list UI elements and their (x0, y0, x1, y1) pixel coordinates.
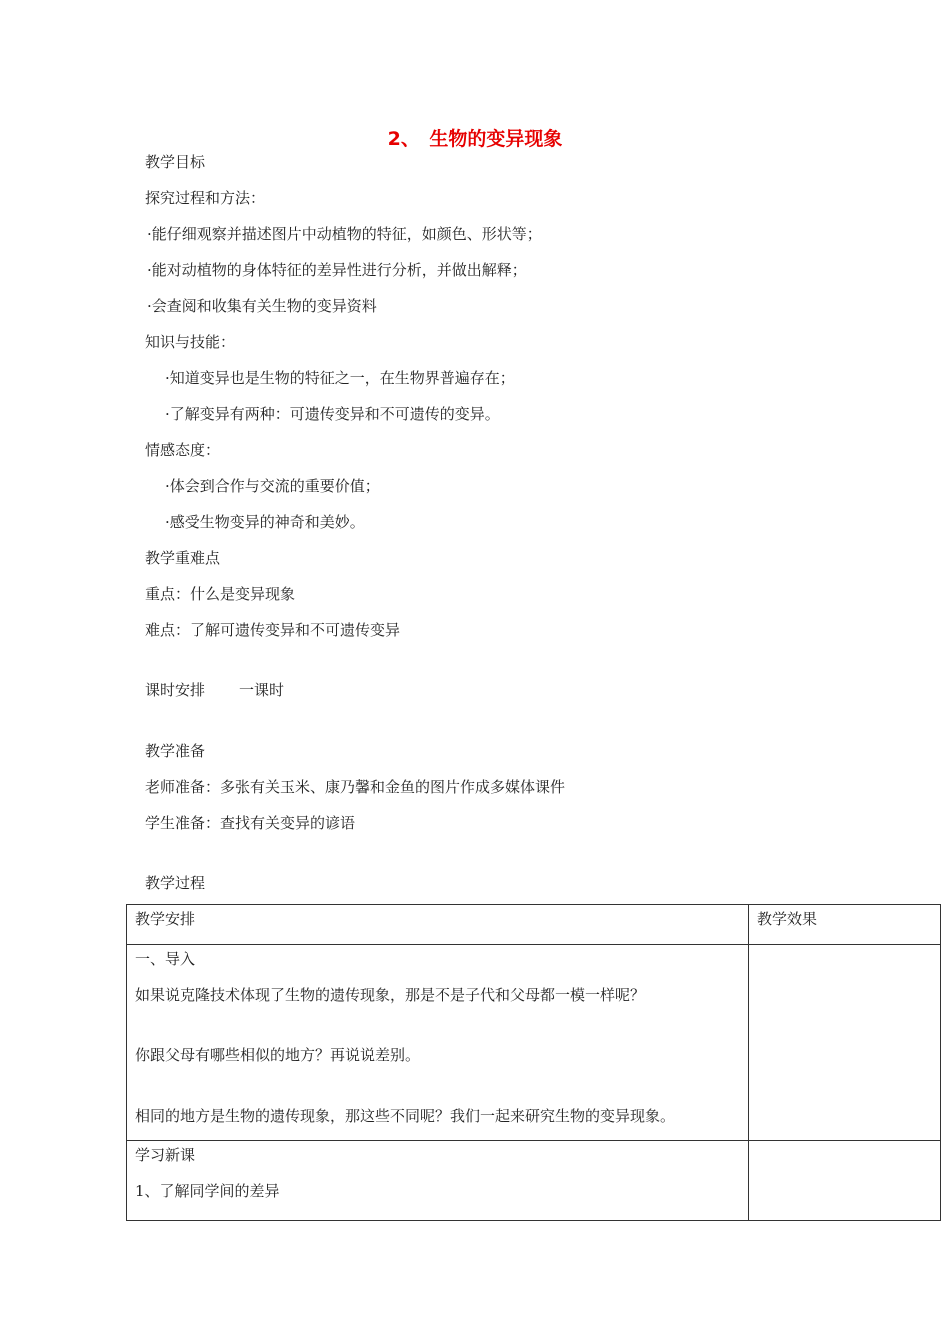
preparation-heading: 教学准备 (145, 742, 206, 760)
student-preparation: 学生准备：查找有关变异的谚语 (145, 814, 356, 832)
cell-text: 一、导入 (135, 950, 196, 968)
cell-text: 1、了解同学间的差异 (135, 1182, 280, 1200)
document-title: 2、 生物的变异现象 (387, 128, 563, 150)
process-table (126, 904, 941, 1221)
schedule-value: 一课时 (239, 681, 285, 699)
table-header-row (127, 905, 941, 945)
process-heading: 教学过程 (145, 874, 206, 892)
knowledge-item: ·知道变异也是生物的特征之一，在生物界普遍存在； (165, 369, 515, 387)
cell-text: 你跟父母有哪些相似的地方？再说说差别。 (135, 1046, 421, 1064)
knowledge-heading: 知识与技能： (145, 333, 236, 351)
attitude-item: ·体会到合作与交流的重要价值； (165, 477, 380, 495)
effect-cell (749, 1141, 941, 1221)
attitude-item: ·感受生物变异的神奇和美妙。 (165, 513, 365, 531)
focus-point: 重点：什么是变异现象 (145, 585, 296, 603)
objectives-heading: 教学目标 (145, 153, 206, 171)
inquiry-item: ·能对动植物的身体特征的差异性进行分析，并做出解释； (147, 261, 527, 279)
schedule-label: 课时安排 (145, 681, 206, 699)
difficulty-point: 难点：了解可遗传变异和不可遗传变异 (145, 621, 401, 639)
key-points-heading: 教学重难点 (145, 549, 221, 567)
table-row (127, 1141, 941, 1221)
schedule-row (145, 680, 284, 700)
cell-text: 学习新课 (135, 1146, 196, 1164)
attitude-heading: 情感态度： (145, 441, 221, 459)
knowledge-item: ·了解变异有两种：可遗传变异和不可遗传的变异。 (165, 405, 500, 423)
header-effect: 教学效果 (749, 905, 941, 945)
table-row (127, 945, 941, 1141)
inquiry-item: ·能仔细观察并描述图片中动植物的特征，如颜色、形状等； (147, 225, 542, 243)
header-arrangement: 教学安排 (127, 905, 749, 945)
effect-cell (749, 945, 941, 1141)
inquiry-item: ·会查阅和收集有关生物的变异资料 (147, 297, 377, 315)
teacher-preparation: 老师准备：多张有关玉米、康乃馨和金鱼的图片作成多媒体课件 (145, 778, 566, 796)
arrangement-cell (127, 1141, 749, 1221)
arrangement-cell (127, 945, 749, 1141)
cell-text: 相同的地方是生物的遗传现象，那这些不同呢？我们一起来研究生物的变异现象。 (135, 1107, 676, 1125)
inquiry-heading: 探究过程和方法： (145, 189, 266, 207)
cell-text: 如果说克隆技术体现了生物的遗传现象，那是不是子代和父母都一模一样呢？ (135, 986, 646, 1004)
